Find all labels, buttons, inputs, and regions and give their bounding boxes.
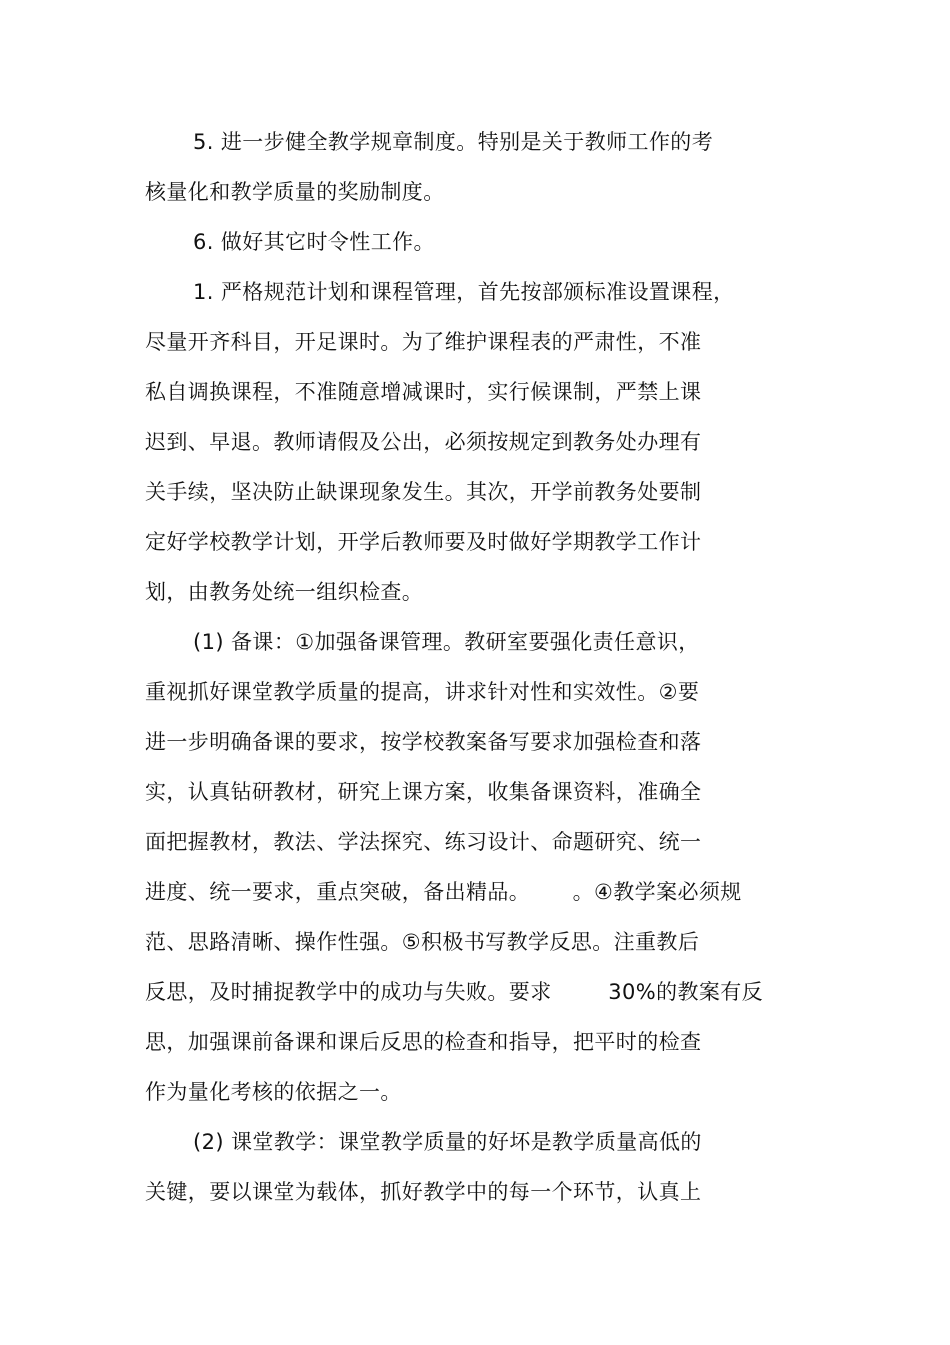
text-line: 关键，要以课堂为载体，抓好教学中的每一个环节，认真上: [145, 1180, 702, 1204]
text-line: 作为量化考核的依据之一。: [145, 1080, 402, 1104]
text-line: 进一步明确备课的要求，按学校教案备写要求加强检查和落: [145, 730, 702, 754]
text-line: 范、思路清晰、操作性强。⑤积极书写教学反思。注重教后: [145, 930, 700, 954]
text-line: 划，由教务处统一组织检查。: [145, 580, 424, 604]
text-line: 核量化和教学质量的奖励制度。: [145, 180, 445, 204]
text-line: 尽量开齐科目，开足课时。为了维护课程表的严肃性，不准: [145, 330, 702, 354]
text-line: (1) 备课：①加强备课管理。教研室要强化责任意识，: [193, 630, 700, 654]
text-line: 私自调换课程，不准随意增减课时，实行候课制，严禁上课: [145, 380, 702, 404]
text-line: (2) 课堂教学：课堂教学质量的好坏是教学质量高低的: [193, 1130, 702, 1154]
text-line: 关手续，坚决防止缺课现象发生。其次，开学前教务处要制: [145, 480, 702, 504]
text-line: 进度、统一要求，重点突破，备出精品。 。④教学案必须规: [145, 880, 742, 904]
text-line: 定好学校教学计划，开学后教师要及时做好学期教学工作计: [145, 530, 702, 554]
text-line: 思，加强课前备课和课后反思的检查和指导，把平时的检查: [145, 1030, 702, 1054]
text-line: 实，认真钻研教材，研究上课方案，收集备课资料，准确全: [145, 780, 702, 804]
text-line: 反思，及时捕捉教学中的成功与失败。要求 30%的教案有反: [145, 980, 764, 1004]
text-line: 6. 做好其它时令性工作。: [193, 230, 435, 254]
text-line: 5. 进一步健全教学规章制度。特别是关于教师工作的考: [193, 130, 714, 154]
text-line: 面把握教材，教法、学法探究、练习设计、命题研究、统一: [145, 830, 702, 854]
text-line: 1. 严格规范计划和课程管理，首先按部颁标准设置课程，: [193, 280, 735, 304]
text-line: 重视抓好课堂教学质量的提高，讲求针对性和实效性。②要: [145, 680, 700, 704]
text-line: 迟到、早退。教师请假及公出，必须按规定到教务处办理有: [145, 430, 702, 454]
